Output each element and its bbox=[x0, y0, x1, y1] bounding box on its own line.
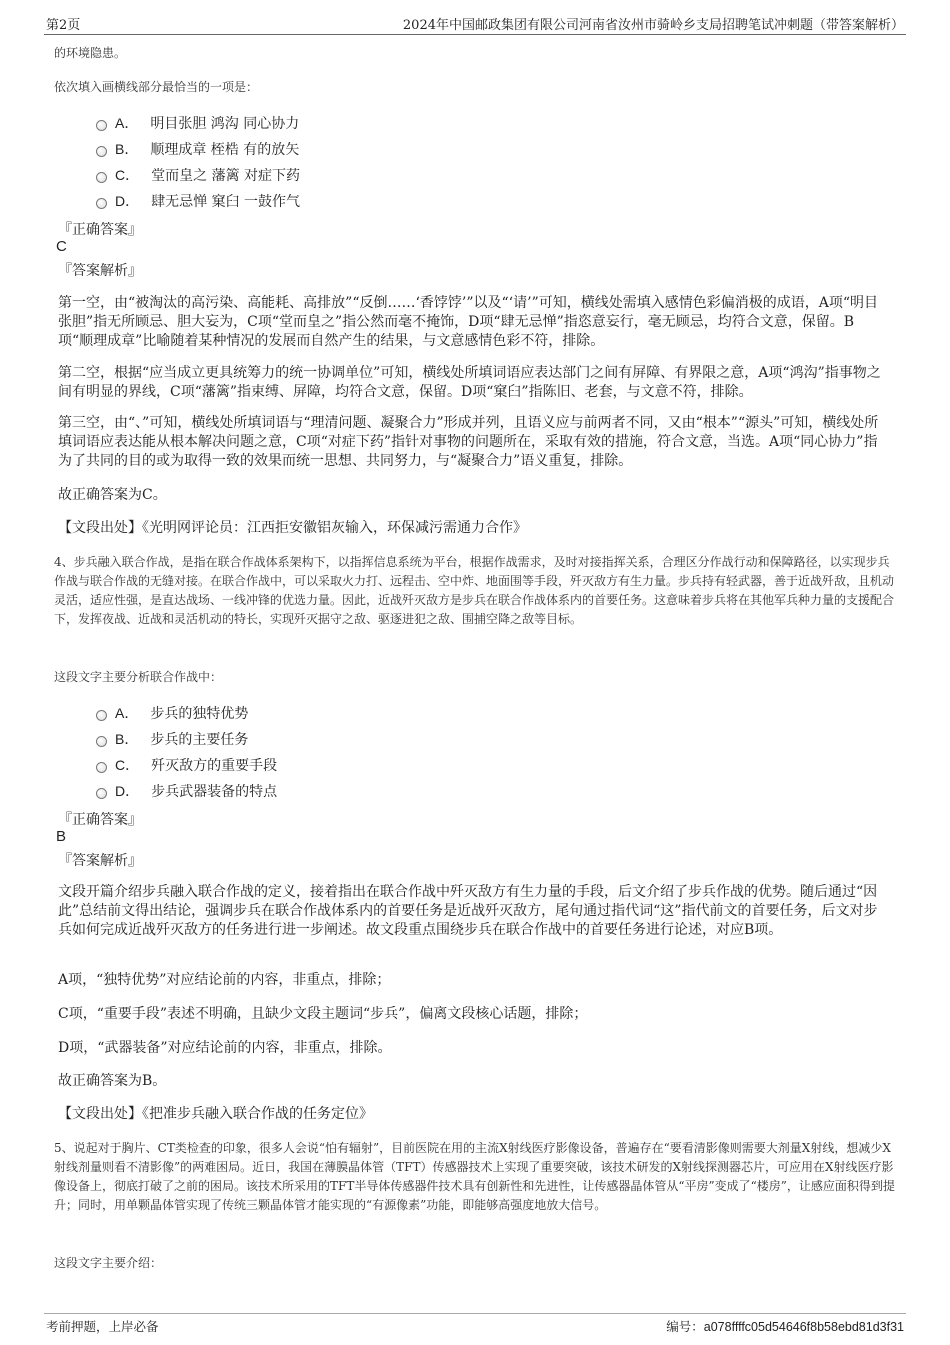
page-header bbox=[44, 14, 906, 35]
radio-icon[interactable] bbox=[96, 172, 107, 183]
q4-analysis-conclusion: 故正确答案为B。 bbox=[58, 1073, 167, 1089]
q4-analysis-2: A项，“独特优势”对应结论前的内容，非重点，排除； bbox=[58, 972, 391, 988]
q4-answer: B bbox=[56, 828, 67, 845]
q4-options bbox=[96, 700, 277, 804]
q3-options bbox=[96, 110, 300, 214]
q3-answer: C bbox=[56, 238, 67, 255]
radio-icon[interactable] bbox=[96, 736, 107, 747]
q3-option-c[interactable]: C． 堂而皇之 藩篱 对症下药 bbox=[96, 162, 300, 188]
q4-analysis-4: D项，“武器装备”对应结论前的内容，非重点，排除。 bbox=[58, 1040, 392, 1056]
q3-prompt: 依次填入画横线部分最恰当的一项是： bbox=[54, 80, 259, 94]
q3-analysis-label: 『答案解析』 bbox=[58, 263, 142, 279]
q4-analysis-1: 文段开篇介绍步兵融入联合作战的定义，接着指出在联合作战中歼灭敌方有生力量的手段，后文介绍了步兵作战的优势。随后通过“因此”总结前文得出结论，强调步兵在联合作战体系内的首要任务是近战歼灭敌方，尾句通过指代词“这”指代前文的首要任务，后文对步兵如何完成近战歼灭敌方的任务进行进一步阐述。故文段重点围绕步兵在联合作战中的首要任务进行论述，对应B项。 bbox=[58, 884, 878, 938]
radio-icon[interactable] bbox=[96, 710, 107, 721]
document-title: 2024年中国邮政集团有限公司河南省汝州市骑岭乡支局招聘笔试冲刺题（带答案解析） bbox=[402, 18, 904, 33]
page-number: 第2页 bbox=[46, 18, 81, 33]
q4-analysis-label: 『答案解析』 bbox=[58, 853, 142, 869]
q3-option-b[interactable]: B． 顺理成章 桎梏 有的放矢 bbox=[96, 136, 300, 162]
q3-answer-label: 『正确答案』 bbox=[58, 222, 142, 238]
q4-analysis-3: C项，“重要手段”表述不明确，且缺少文段主题词“步兵”，偏离文段核心话题，排除； bbox=[58, 1006, 588, 1022]
document-id: 编号：a078ffffc05d54646f8b58ebd81d3f31 bbox=[666, 1320, 904, 1334]
radio-icon[interactable] bbox=[96, 198, 107, 209]
q3-analysis-3: 第三空，由“、”可知，横线处所填词语与“理清问题、凝聚合力”形成并列，且语义应与前两者不同，又由“根本”“源头”可知，横线处所填词语应表达能从根本解决问题之意，C项“对症下药”指针对事物的问题所在，采取有效的措施，符合文意，当选。A项“同心协力”指为了共同的目的或为取得一致的效果而统一思想、共同努力，与“凝聚合力”语义重复，排除。 bbox=[58, 415, 879, 469]
page-footer bbox=[44, 1313, 906, 1336]
q4-source: 【文段出处】《把准步兵融入联合作战的任务定位》 bbox=[58, 1106, 373, 1122]
radio-icon[interactable] bbox=[96, 788, 107, 799]
q4-option-c[interactable]: C． 歼灭敌方的重要手段 bbox=[96, 752, 277, 778]
radio-icon[interactable] bbox=[96, 120, 107, 131]
footer-slogan: 考前押题，上岸必备 bbox=[46, 1319, 159, 1334]
q3-analysis-conclusion: 故正确答案为C。 bbox=[58, 487, 167, 503]
q3-option-a[interactable]: A． 明目张胆 鸿沟 同心协力 bbox=[96, 110, 300, 136]
q5-prompt: 这段文字主要介绍： bbox=[54, 1256, 163, 1270]
q4-option-b[interactable]: B． 步兵的主要任务 bbox=[96, 726, 277, 752]
q4-option-d[interactable]: D． 步兵武器装备的特点 bbox=[96, 778, 277, 804]
q3-analysis-2: 第二空，根据“应当成立更具统筹力的统一协调单位”可知，横线处所填词语应表达部门之间有屏障、有界限之意，A项“鸿沟”指事物之间有明显的界线，C项“藩篱”指束缚、屏障，均符合文意，保留。D项“窠臼”指陈旧、老套，与文意不符，排除。 bbox=[58, 365, 881, 400]
q3-passage-tail: 的环境隐患。 bbox=[54, 46, 127, 60]
radio-icon[interactable] bbox=[96, 762, 107, 773]
q4-passage: 4、步兵融入联合作战，是指在联合作战体系架构下，以指挥信息系统为平台，根据作战需求，及时对接指挥关系，合理区分作战行动和保障路径，以实现步兵作战与联合作战的无缝对接。在联合作战中，可以采取火力打、远程击、空中炸、地面围等手段，歼灭敌方有生力量。步兵持有轻武器，善于近战歼敌，且机动灵活，适应性强，是直达战场、一线冲锋的优选力量。因此，近战歼灭敌方是步兵在联合作战体系内的首要任务。这意味着步兵将在其他军兵种力量的支援配合下，发挥夜战、近战和灵活机动的特长，实现歼灭据守之敌、驱逐进犯之敌、围捕空降之敌等目标。 bbox=[54, 555, 895, 626]
q4-option-a[interactable]: A． 步兵的独特优势 bbox=[96, 700, 277, 726]
q3-analysis-1: 第一空，由“被淘汰的高污染、高能耗、高排放”“反倒……‘香饽饽’”以及“‘请’”可知，横线处需填入感情色彩偏消极的成语，A项“明目张胆”指无所顾忌、胆大妄为，C项“堂而皇之”指公然而毫不掩饰，D项“肆无忌惮”指恣意妄行，毫无顾忌，均符合文意，保留。B项“顺理成章”比喻随着某种情况的发展而自然产生的结果，与文意感情色彩不符，排除。 bbox=[58, 295, 879, 349]
q3-source: 【文段出处】《光明网评论员：江西拒安徽铝灰输入，环保减污需通力合作》 bbox=[58, 520, 527, 536]
q3-option-d[interactable]: D． 肆无忌惮 窠臼 一鼓作气 bbox=[96, 188, 300, 214]
q5-passage: 5、说起对于胸片、CT类检查的印象，很多人会说“怕有辐射”，目前医院在用的主流X射线医疗影像设备，普遍存在“要看清影像则需要大剂量X射线，想减少X射线剂量则看不清影像”的两难困局。近日，我国在薄膜晶体管（TFT）传感器技术上实现了重要突破，该技术研发的X射线探测器芯片，可应用在X射线医疗影像设备上，彻底打破了之前的困局。该技术所采用的TFT半导体传感器件技术具有创新性和先进性，让传感器晶体管从“平房”变成了“楼房”，让感应面积得到提升；同时，用单颗晶体管实现了传统三颗晶体管才能实现的“有源像素”功能，即能够高强度地放大信号。 bbox=[54, 1141, 895, 1212]
q4-answer-label: 『正确答案』 bbox=[58, 812, 142, 828]
q4-prompt: 这段文字主要分析联合作战中： bbox=[54, 670, 223, 684]
radio-icon[interactable] bbox=[96, 146, 107, 157]
